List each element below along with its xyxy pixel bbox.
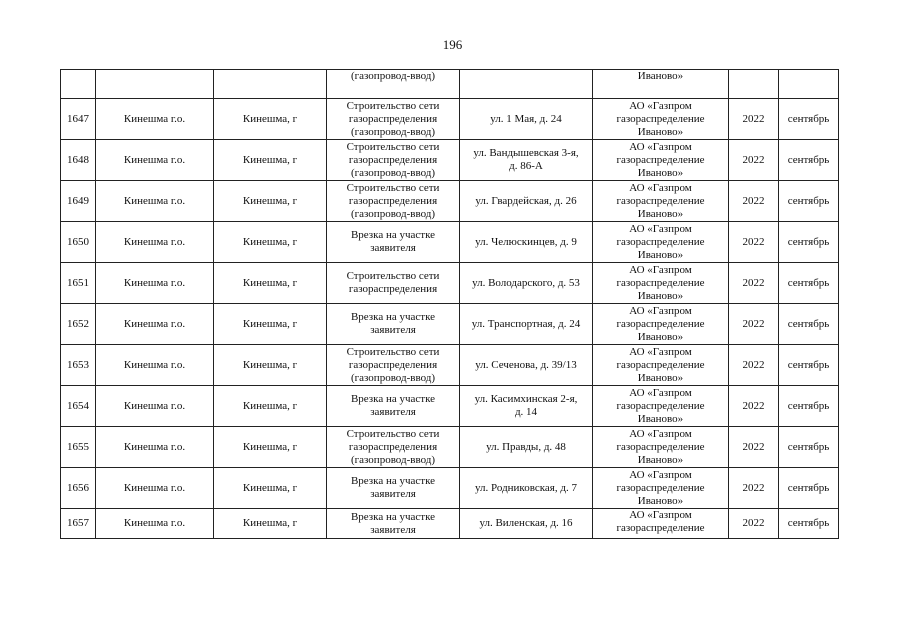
table-row <box>61 304 839 345</box>
cell-work <box>327 140 460 181</box>
cell-org <box>593 140 729 181</box>
cell-line: газораспределение <box>616 522 705 534</box>
cell-month: сентябрь <box>779 509 839 539</box>
cell-num <box>61 70 96 99</box>
cell-address <box>460 222 593 263</box>
cell-line: ул. Володарского, д. 53 <box>472 276 580 289</box>
cell-year: 2022 <box>729 304 779 345</box>
cell-year: 2022 <box>729 345 779 386</box>
cell-locality: Кинешма, г <box>214 222 327 263</box>
cell-year: 2022 <box>729 263 779 304</box>
cell-line: газораспределение <box>616 399 705 412</box>
cell-line: Иваново» <box>637 166 684 179</box>
cell-line: газораспределение <box>616 317 705 330</box>
cell-work <box>327 427 460 468</box>
cell-line: (газопровод-ввод) <box>350 166 436 179</box>
cell-work <box>327 304 460 345</box>
table-row <box>61 427 839 468</box>
cell-num: 1654 <box>61 386 96 427</box>
cell-org <box>593 427 729 468</box>
cell-line: Иваново» <box>637 289 684 302</box>
cell-month: сентябрь <box>779 140 839 181</box>
cell-address <box>460 181 593 222</box>
cell-org <box>593 386 729 427</box>
table-row <box>61 222 839 263</box>
table-row <box>61 263 839 304</box>
cell-num: 1647 <box>61 99 96 140</box>
cell-line: д. 86-А <box>509 160 543 172</box>
cell-num: 1657 <box>61 509 96 539</box>
cell-org <box>593 222 729 263</box>
cell-line: ул. Родниковская, д. 7 <box>475 481 577 494</box>
cell-line: АО «Газпром <box>629 99 692 112</box>
gasification-table <box>60 69 839 539</box>
cell-line: АО «Газпром <box>629 181 692 194</box>
cell-line: заявителя <box>370 324 416 336</box>
cell-district: Кинешма г.о. <box>96 345 214 386</box>
cell-line: (газопровод-ввод) <box>350 70 436 82</box>
cell-line: Строительство сети <box>346 181 440 194</box>
cell-line: Иваново» <box>637 330 684 343</box>
cell-month <box>779 70 839 99</box>
cell-line: АО «Газпром <box>629 140 692 153</box>
cell-district: Кинешма г.о. <box>96 263 214 304</box>
table-row <box>61 345 839 386</box>
cell-num: 1653 <box>61 345 96 386</box>
cell-locality: Кинешма, г <box>214 99 327 140</box>
cell-work <box>327 99 460 140</box>
cell-locality: Кинешма, г <box>214 345 327 386</box>
cell-locality: Кинешма, г <box>214 509 327 539</box>
cell-line: газораспределения <box>348 440 438 453</box>
cell-locality: Кинешма, г <box>214 386 327 427</box>
table-row <box>61 386 839 427</box>
cell-line: Строительство сети <box>346 140 440 153</box>
cell-line: ул. Вандышевская 3-я, <box>473 147 579 159</box>
cell-num: 1656 <box>61 468 96 509</box>
cell-line: АО «Газпром <box>629 468 692 481</box>
cell-work <box>327 468 460 509</box>
cell-district: Кинешма г.о. <box>96 468 214 509</box>
cell-year: 2022 <box>729 181 779 222</box>
cell-year: 2022 <box>729 468 779 509</box>
cell-line: АО «Газпром <box>629 304 692 317</box>
cell-line: газораспределение <box>616 440 705 453</box>
cell-line: газораспределение <box>616 153 705 166</box>
cell-line: Иваново» <box>637 125 684 138</box>
cell-line: газораспределения <box>348 283 438 295</box>
cell-line: Иваново» <box>637 453 684 466</box>
cell-line: заявителя <box>370 406 416 418</box>
cell-num: 1648 <box>61 140 96 181</box>
cell-work <box>327 263 460 304</box>
cell-district: Кинешма г.о. <box>96 386 214 427</box>
cell-line: Строительство сети <box>346 99 440 112</box>
cell-line: АО «Газпром <box>629 509 692 521</box>
table-row <box>61 468 839 509</box>
cell-line: Строительство сети <box>346 270 440 282</box>
cell-address <box>460 304 593 345</box>
cell-line: ул. Правды, д. 48 <box>486 440 566 453</box>
cell-line: Врезка на участке <box>350 510 436 523</box>
cell-locality: Кинешма, г <box>214 468 327 509</box>
cell-line: АО «Газпром <box>629 427 692 440</box>
cell-address <box>460 509 593 539</box>
page-number: 196 <box>442 37 463 52</box>
cell-org <box>593 468 729 509</box>
cell-num: 1651 <box>61 263 96 304</box>
cell-line: ул. Транспортная, д. 24 <box>471 317 581 330</box>
cell-line: газораспределение <box>616 481 705 494</box>
cell-line: Строительство сети <box>346 345 440 358</box>
cell-num: 1650 <box>61 222 96 263</box>
cell-address <box>460 263 593 304</box>
cell-year: 2022 <box>729 386 779 427</box>
cell-org <box>593 345 729 386</box>
cell-address <box>460 70 593 99</box>
cell-line: газораспределение <box>616 358 705 371</box>
cell-year: 2022 <box>729 140 779 181</box>
cell-line: Иваново» <box>637 371 684 384</box>
cell-month: сентябрь <box>779 427 839 468</box>
cell-line: Иваново» <box>637 412 684 425</box>
cell-line: (газопровод-ввод) <box>350 371 436 384</box>
cell-org <box>593 99 729 140</box>
cell-district: Кинешма г.о. <box>96 140 214 181</box>
cell-line: газораспределения <box>348 112 438 125</box>
cell-locality: Кинешма, г <box>214 427 327 468</box>
table-row <box>61 181 839 222</box>
cell-num: 1649 <box>61 181 96 222</box>
cell-district: Кинешма г.о. <box>96 181 214 222</box>
cell-year <box>729 70 779 99</box>
cell-district: Кинешма г.о. <box>96 99 214 140</box>
cell-org <box>593 304 729 345</box>
cell-line: Иваново» <box>637 70 684 82</box>
cell-month: сентябрь <box>779 386 839 427</box>
cell-line: Врезка на участке <box>350 393 436 405</box>
cell-line: ул. Сеченова, д. 39/13 <box>475 358 577 371</box>
cell-work <box>327 345 460 386</box>
cell-line: ул. Виленская, д. 16 <box>479 517 573 529</box>
cell-month: сентябрь <box>779 181 839 222</box>
cell-address <box>460 468 593 509</box>
cell-month: сентябрь <box>779 468 839 509</box>
cell-year: 2022 <box>729 222 779 263</box>
cell-month: сентябрь <box>779 222 839 263</box>
cell-line: Врезка на участке <box>350 311 436 323</box>
cell-line: АО «Газпром <box>629 222 692 235</box>
cell-line: д. 14 <box>514 406 538 418</box>
cell-year: 2022 <box>729 427 779 468</box>
cell-district: Кинешма г.о. <box>96 304 214 345</box>
cell-locality: Кинешма, г <box>214 304 327 345</box>
cell-line: (газопровод-ввод) <box>350 207 436 220</box>
table-row <box>61 99 839 140</box>
cell-org <box>593 181 729 222</box>
table-body <box>61 70 839 539</box>
cell-line: ул. Гвардейская, д. 26 <box>475 194 577 207</box>
table-row <box>61 509 839 539</box>
cell-work <box>327 386 460 427</box>
cell-line: (газопровод-ввод) <box>350 125 436 138</box>
cell-line: газораспределения <box>348 194 438 207</box>
cell-num: 1652 <box>61 304 96 345</box>
cell-line: Иваново» <box>637 207 684 220</box>
cell-month: сентябрь <box>779 345 839 386</box>
cell-work <box>327 70 460 99</box>
cell-line: заявителя <box>370 523 416 536</box>
cell-address <box>460 140 593 181</box>
cell-org <box>593 70 729 99</box>
cell-district: Кинешма г.о. <box>96 509 214 539</box>
cell-line: Иваново» <box>637 494 684 507</box>
cell-line: газораспределение <box>616 112 705 125</box>
cell-work <box>327 509 460 539</box>
cell-line: (газопровод-ввод) <box>350 453 436 466</box>
cell-line: газораспределения <box>348 358 438 371</box>
cell-num: 1655 <box>61 427 96 468</box>
cell-line: ул. Касимхинская 2-я, <box>474 393 578 405</box>
cell-month: сентябрь <box>779 99 839 140</box>
cell-line: газораспределение <box>616 235 705 248</box>
cell-address <box>460 345 593 386</box>
cell-work <box>327 222 460 263</box>
cell-locality: Кинешма, г <box>214 140 327 181</box>
cell-locality <box>214 70 327 99</box>
cell-address <box>460 427 593 468</box>
cell-year: 2022 <box>729 99 779 140</box>
table-row <box>61 140 839 181</box>
cell-locality: Кинешма, г <box>214 263 327 304</box>
cell-district <box>96 70 214 99</box>
cell-locality: Кинешма, г <box>214 181 327 222</box>
cell-month: сентябрь <box>779 304 839 345</box>
cell-work <box>327 181 460 222</box>
cell-line: заявителя <box>370 488 416 500</box>
cell-year: 2022 <box>729 509 779 539</box>
cell-org <box>593 263 729 304</box>
continuation-row <box>61 70 839 99</box>
cell-line: Иваново» <box>637 248 684 261</box>
cell-district: Кинешма г.о. <box>96 222 214 263</box>
cell-line: ул. Челюскинцев, д. 9 <box>475 235 577 248</box>
cell-line: АО «Газпром <box>629 263 692 276</box>
cell-line: Врезка на участке <box>350 229 436 241</box>
cell-month: сентябрь <box>779 263 839 304</box>
cell-line: Строительство сети <box>346 427 440 440</box>
cell-line: АО «Газпром <box>629 386 692 399</box>
cell-district: Кинешма г.о. <box>96 427 214 468</box>
cell-line: газораспределение <box>616 276 705 289</box>
cell-line: газораспределение <box>616 194 705 207</box>
cell-line: ул. 1 Мая, д. 24 <box>490 112 562 125</box>
cell-line: газораспределения <box>348 153 438 166</box>
cell-address <box>460 99 593 140</box>
cell-line: заявителя <box>370 242 416 254</box>
cell-line: АО «Газпром <box>629 345 692 358</box>
cell-address <box>460 386 593 427</box>
cell-org <box>593 509 729 539</box>
cell-line: Врезка на участке <box>350 475 436 487</box>
